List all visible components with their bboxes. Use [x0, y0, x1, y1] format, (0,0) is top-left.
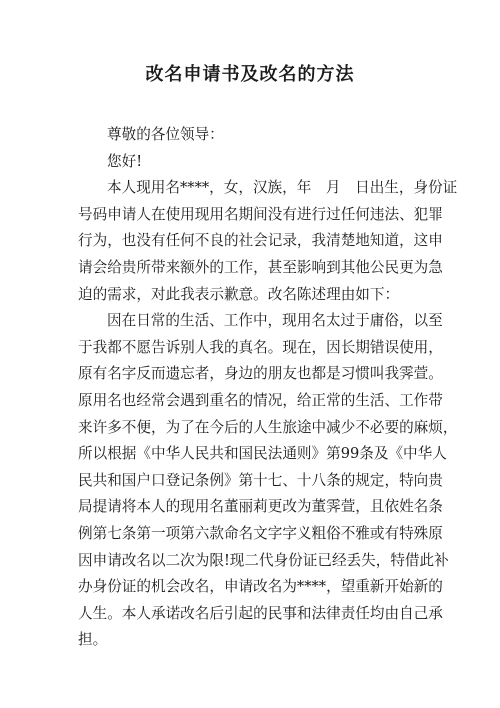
- text-line: 原用名也经常会遇到重名的情况，给正常的生活、工作带: [78, 391, 443, 409]
- text-line: 民共和国户口登记条例》第十七、十八条的规定，特向贵: [78, 471, 443, 489]
- text-line: 原有名字反而遗忘者，身边的朋友也都是习惯叫我霁萱。: [78, 365, 443, 383]
- text-line: 尊敬的各位领导：: [107, 126, 224, 143]
- text-line: 迫的需求，对此我表示歉意。改名陈述理由如下：: [78, 285, 400, 303]
- text-line: 于我都不愿告诉别人我的真名。现在，因长期错误使用，: [78, 338, 443, 356]
- text-line: 行为，也没有任何不良的社会记录，我清楚地知道，这申: [78, 232, 443, 250]
- text-line: 因申请改名以二次为限!现二代身份证已经丢失，特借此补: [78, 551, 449, 569]
- document-body: [78, 122, 458, 654]
- document-title: 改名申请书及改名的方法: [145, 64, 355, 85]
- text-line: 所以根据《中华人民共和国民法通则》第99条及《中华人: [78, 445, 447, 463]
- text-line: 例第七条第一项第六款命名文字字义粗俗不雅或有特殊原: [78, 524, 443, 542]
- text-line: 办身份证的机会改名，申请改名为****，望重新开始新的: [78, 578, 443, 596]
- text-line: 本人现用名****，女，汉族，年 月 日出生，身份证: [107, 179, 458, 197]
- text-line: 局提请将本人的现用名董丽莉更改为董霁萱，且依姓名条: [78, 498, 443, 516]
- text-line: 人生。本人承诺改名后引起的民事和法律责任均由自己承: [78, 604, 443, 622]
- text-line: 来许多不便，为了在今后的人生旅途中减少不必要的麻烦，: [78, 418, 458, 436]
- text-line: 您好!: [107, 152, 143, 170]
- text-line: 因在日常的生活、工作中，现用名太过于庸俗，以至: [107, 312, 443, 330]
- text-line: 担。: [78, 631, 108, 649]
- text-line: 请会给贵所带来额外的工作，甚至影响到其他公民更为急: [78, 258, 443, 276]
- text-line: 号码申请人在使用现用名期间没有进行过任何违法、犯罪: [78, 205, 443, 223]
